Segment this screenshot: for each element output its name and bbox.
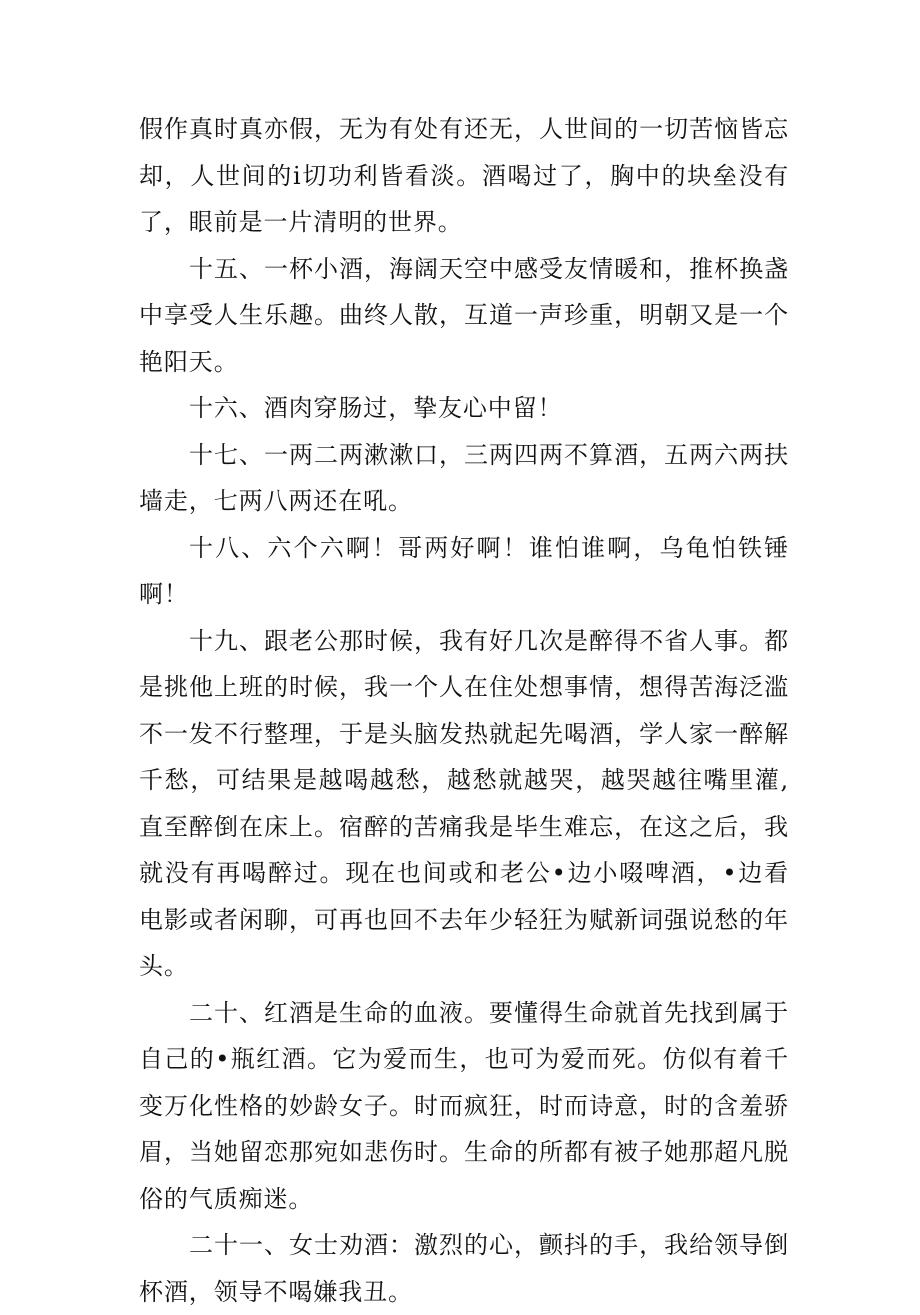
paragraph-continued: 假作真时真亦假，无为有处有还无，人世间的一切苦恼皆忘却，人世间的i切功利皆看淡。酒喝过了，胸中的块垒没有了，眼前是一片清明的世界。 (139, 115, 789, 236)
paragraph-18: 十八、六个六啊！哥两好啊！谁怕谁啊，乌龟怕铁锤啊！ (139, 533, 789, 608)
paragraph-16: 十六、酒肉穿肠过，挚友心中留！ (189, 394, 563, 422)
paragraph-15: 十五、一杯小酒，海阔天空中感受友情暖和，推杯换盏中享受人生乐趣。曲终人散，互道一声珍重，明朝又是一个艳阳天。 (139, 254, 789, 376)
paragraph-17: 十七、一两二两漱漱口，三两四两不算酒，五两六两扶墙走，七两八两还在吼。 (139, 440, 789, 515)
paragraph-21: 二十一、女士劝酒：激烈的心，颤抖的手，我给领导倒杯酒，领导不喝嫌我丑。 (139, 1231, 789, 1306)
paragraph-20: 二十、红酒是生命的血液。要懂得生命就首先找到属于自己的•瓶红酒。它为爱而生，也可为爱而死。仿似有着千变万化性格的妙龄女子。时而疯狂，时而诗意，时的含羞骄眉，当她留恋那宛如悲伤时。生命的所都有被子她那超凡脱俗的气质痴迷。 (139, 998, 789, 1213)
document-body (139, 106, 789, 1315)
paragraph-19: 十九、跟老公那时候，我有好几次是醉得不省人事。都是挑他上班的时候，我一个人在住处想事情，想得苦海泛滥不一发不行整理，于是头脑发热就起先喝酒，学人家一醉解千愁，可结果是越喝越愁，越愁就越哭，越哭越往嘴里灌,直至醉倒在床上。宿醉的苦痛我是毕生难忘，在这之后，我就没有再喝醉过。现在也间或和老公•边小啜啤酒，•边看电影或者闲聊，可再也回不去年少轻狂为赋新词强说愁的年头。 (139, 626, 789, 980)
